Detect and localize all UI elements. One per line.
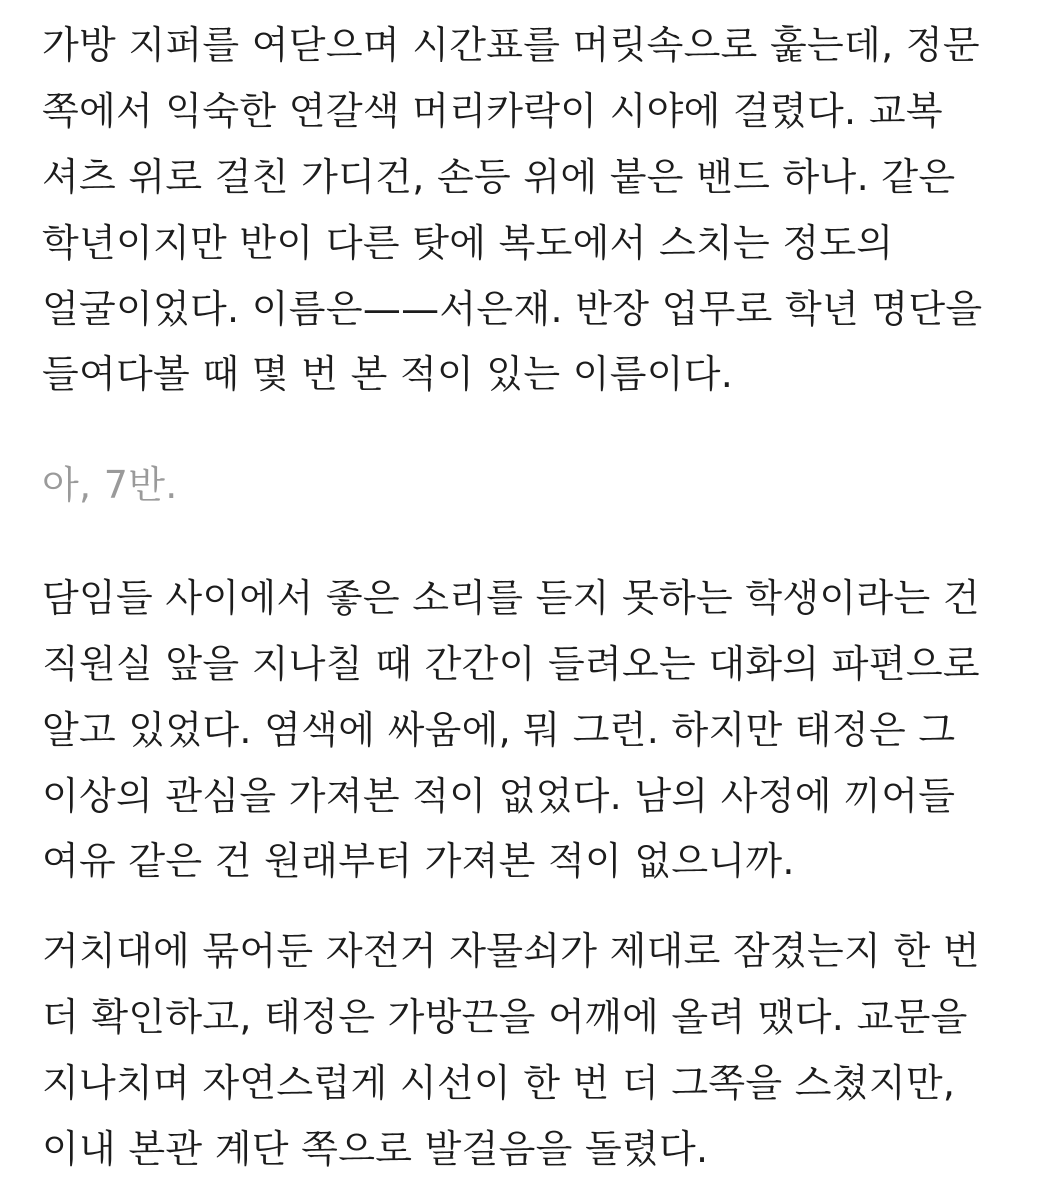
paragraph-line: 가방 지퍼를 여닫으며 시간표를 머릿속으로 훑는데, 정문 (42, 23, 980, 67)
paragraph-line: 셔츠 위로 걸친 가디건, 손등 위에 붙은 밴드 하나. 같은 (42, 155, 956, 199)
paragraph-line: 얼굴이었다. 이름은——서은재. 반장 업무로 학년 명단을 (42, 287, 983, 331)
muted-line: 아, 7반. (42, 463, 178, 507)
paragraph-line: 이내 본관 계단 쪽으로 발걸음을 돌렸다. (42, 1127, 709, 1171)
paragraph-line: 직원실 앞을 지나칠 때 간간이 들려오는 대화의 파편으로 (42, 642, 980, 686)
paragraph-line: 쪽에서 익숙한 연갈색 머리카락이 시야에 걸렸다. 교복 (42, 89, 943, 133)
document-page (42, 0, 1032, 1200)
paragraph-line: 담임들 사이에서 좋은 소리를 듣지 못하는 학생이라는 건 (42, 576, 980, 620)
paragraph-line: 여유 같은 건 원래부터 가져본 적이 없으니까. (42, 839, 795, 883)
paragraph-line: 들여다볼 때 몇 번 본 적이 있는 이름이다. (42, 352, 734, 396)
paragraph-line: 이상의 관심을 가져본 적이 없었다. 남의 사정에 끼어들 (42, 774, 956, 818)
paragraph-line: 학년이지만 반이 다른 탓에 복도에서 스치는 정도의 (42, 221, 894, 265)
paragraph-line: 거치대에 묶어둔 자전거 자물쇠가 제대로 잠겼는지 한 번 (42, 929, 980, 973)
paragraph-line: 더 확인하고, 태정은 가방끈을 어깨에 올려 맸다. 교문을 (42, 995, 968, 1039)
paragraph-line: 지나치며 자연스럽게 시선이 한 번 더 그쪽을 스쳤지만, (42, 1061, 956, 1105)
paragraph-line: 알고 있었다. 염색에 싸움에, 뭐 그런. 하지만 태정은 그 (42, 708, 956, 752)
